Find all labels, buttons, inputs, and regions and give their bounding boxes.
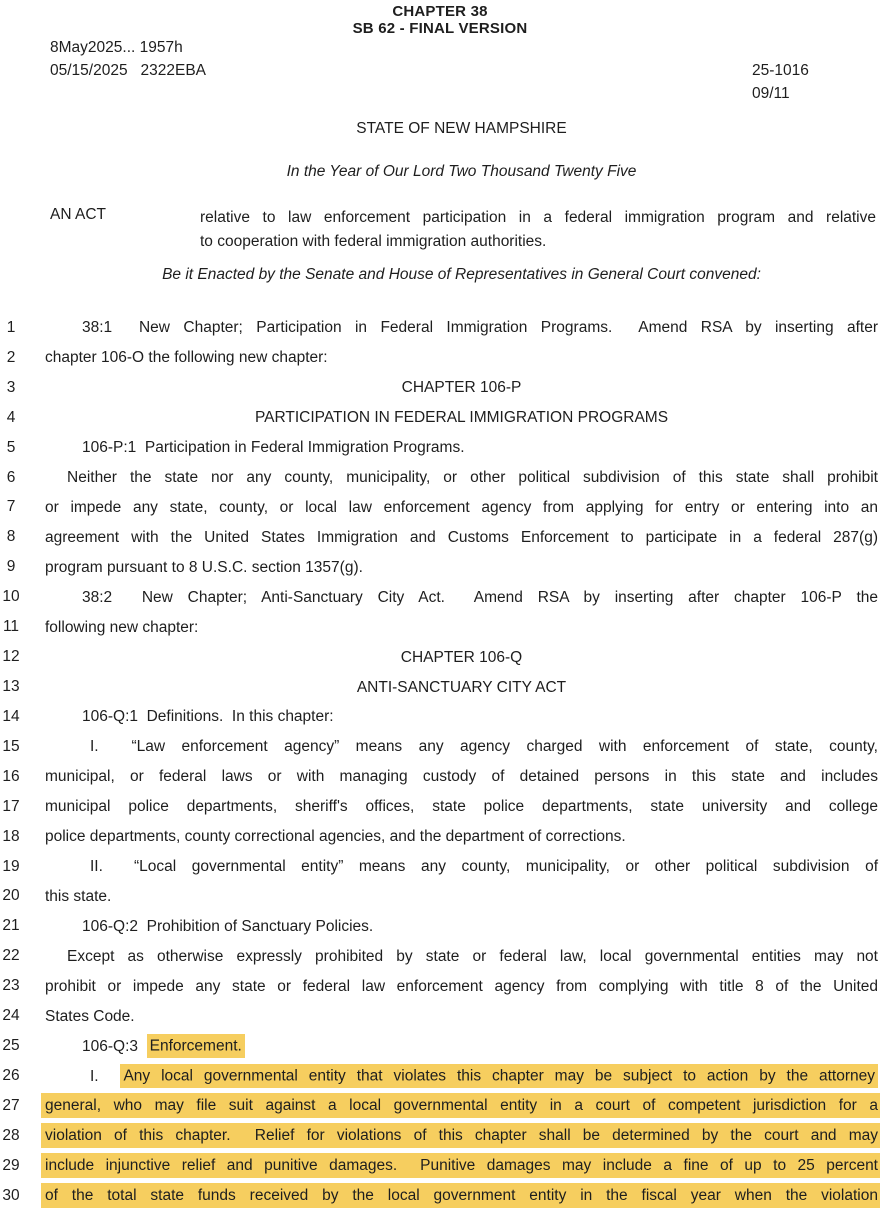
line-text: municipal, or federal laws or with managing custody of detained persons in this state and includes (45, 768, 878, 786)
header-meta-right (752, 59, 809, 105)
highlighted-text: Enforcement. (147, 1034, 245, 1058)
timestamp-line: 8May2025... 1957h (50, 39, 183, 56)
line-text: PARTICIPATION IN FEDERAL IMMIGRATION PROGRAMS (254, 409, 669, 427)
line-number: 2 (6, 348, 16, 366)
line-text: II. “Local governmental entity” means any county, municipality, or other political subdivision of (90, 858, 878, 876)
text-line (0, 702, 880, 732)
text-line (0, 911, 880, 941)
line-text: 106-P:1 Participation in Federal Immigration Programs. (82, 439, 465, 457)
line-text: States Code. (45, 1007, 135, 1025)
header-meta-left (50, 37, 206, 82)
line-text: prohibit or impede any state or federal law enforcement agency from complying with title 8 of the United (45, 977, 878, 995)
line-text: 106-Q:3 Enforcement. (45, 1034, 878, 1059)
body-lines (0, 313, 880, 1211)
text-line (0, 1121, 880, 1151)
text-line (0, 612, 880, 642)
text-line (0, 1091, 880, 1121)
line-text: program pursuant to 8 U.S.C. section 1357(g). (45, 558, 363, 576)
line-number: 7 (6, 498, 16, 516)
line-text: this state. (45, 887, 112, 905)
chapter-heading: CHAPTER 38 (392, 3, 488, 20)
text-line (0, 582, 880, 612)
bill-version-heading: SB 62 - FINAL VERSION (352, 20, 528, 37)
line-number: 15 (2, 737, 20, 755)
text-line (0, 433, 880, 463)
document-title-block (0, 3, 880, 37)
line-number: 17 (2, 797, 20, 815)
line-text: 38:1 New Chapter; Participation in Federal Immigration Programs. Amend RSA by inserting after (82, 319, 878, 337)
line-number: 30 (2, 1186, 20, 1204)
line-text: agreement with the United States Immigration and Customs Enforcement to participate in a federal 287(g) (45, 528, 878, 546)
text-line (0, 1061, 880, 1091)
date-code-line: 05/15/2025 2322EBA (50, 61, 206, 79)
an-act-line: relative to law enforcement participation in a federal immigration program and relative (200, 209, 876, 226)
state-heading: STATE OF NEW HAMPSHIRE (356, 120, 567, 137)
text-line (0, 463, 880, 493)
line-text: I. “Law enforcement agency” means any agency charged with enforcement of state, county, (90, 738, 878, 756)
line-text: 106-Q:1 Definitions. In this chapter: (82, 708, 334, 726)
an-act-line: to cooperation with federal immigration authorities. (200, 232, 547, 250)
bill-number: 25-1016 (752, 62, 809, 79)
text-line (0, 672, 880, 702)
line-text: of the total state funds received by the local government entity in the fiscal year when the violation (41, 1183, 880, 1208)
line-text: chapter 106-O the following new chapter: (45, 349, 328, 367)
highlighted-text: Any local governmental entity that violates this chapter may be subject to action by the attorney (120, 1064, 878, 1088)
line-number: 26 (2, 1067, 20, 1084)
text-line (0, 493, 880, 523)
text-line (0, 1151, 880, 1181)
line-number: 16 (2, 767, 20, 785)
year-line: In the Year of Our Lord Two Thousand Twenty Five (286, 163, 637, 180)
text-line (0, 941, 880, 971)
line-number: 14 (2, 707, 20, 725)
line-text: or impede any state, county, or local law enforcement agency from applying for entry or entering into an (45, 498, 878, 516)
line-text: I. Any local governmental entity that violates this chapter may be subject to action by the attorney (45, 1064, 878, 1089)
text-line (0, 343, 880, 373)
line-text: general, who may file suit against a local governmental entity in a court of competent jurisdiction for a (41, 1093, 880, 1118)
enacting-clause: Be it Enacted by the Senate and House of Representatives in General Court convened: (162, 266, 761, 283)
text-line (0, 522, 880, 552)
line-number: 13 (2, 678, 20, 696)
line-number: 12 (2, 648, 20, 666)
line-number: 21 (2, 917, 20, 935)
line-text: include injunctive relief and punitive damages. Punitive damages may include a fine of up to 25 percent (41, 1153, 880, 1178)
page-indicator: 09/11 (752, 85, 790, 102)
an-act-label: AN ACT (50, 206, 106, 223)
line-text: Except as otherwise expressly prohibited by state or federal law, local governmental entities may not (67, 947, 878, 965)
line-number: 22 (2, 947, 20, 965)
text-line (0, 732, 880, 762)
text-line (0, 822, 880, 852)
line-number: 6 (6, 468, 16, 486)
line-number: 19 (2, 857, 20, 875)
line-number: 5 (6, 438, 16, 456)
text-line (0, 1181, 880, 1211)
line-text: municipal police departments, sheriff's offices, state police departments, state university and college (45, 798, 878, 816)
text-line (0, 792, 880, 822)
line-number: 23 (2, 977, 20, 995)
text-line (0, 313, 880, 343)
line-number: 24 (2, 1007, 20, 1025)
line-text: 38:2 New Chapter; Anti-Sanctuary City Act. Amend RSA by inserting after chapter 106-P the (82, 588, 878, 606)
line-number: 20 (2, 887, 20, 905)
line-number: 10 (2, 588, 20, 606)
line-number: 1 (6, 318, 16, 336)
text-line (0, 642, 880, 672)
text-line (0, 403, 880, 433)
line-text: violation of this chapter. Relief for violations of this chapter shall be determined by the court and may (41, 1123, 880, 1148)
line-text: CHAPTER 106-P (401, 379, 522, 397)
line-number: 29 (2, 1156, 20, 1174)
text-line (0, 762, 880, 792)
line-text: police departments, county correctional agencies, and the department of corrections. (45, 828, 626, 846)
line-number: 18 (2, 827, 20, 845)
line-number: 28 (2, 1126, 20, 1144)
line-text: following new chapter: (45, 618, 199, 636)
line-text: CHAPTER 106-Q (400, 648, 523, 666)
text-line (0, 852, 880, 882)
line-number: 11 (2, 618, 20, 636)
an-act-text (200, 206, 876, 253)
line-number: 27 (2, 1096, 20, 1114)
text-line (0, 1031, 880, 1061)
line-text: Neither the state nor any county, municipality, or other political subdivision of this state shall prohibit (67, 469, 878, 487)
line-number: 8 (6, 528, 16, 546)
line-text: 106-Q:2 Prohibition of Sanctuary Policies. (82, 917, 374, 935)
text-line (0, 971, 880, 1001)
text-line (0, 1001, 880, 1031)
line-number: 9 (6, 558, 16, 576)
text-line (0, 552, 880, 582)
line-number: 3 (6, 378, 16, 396)
text-line (0, 882, 880, 912)
line-text: ANTI-SANCTUARY CITY ACT (356, 678, 567, 696)
line-number: 25 (2, 1037, 20, 1055)
text-line (0, 373, 880, 403)
line-number: 4 (6, 408, 16, 426)
